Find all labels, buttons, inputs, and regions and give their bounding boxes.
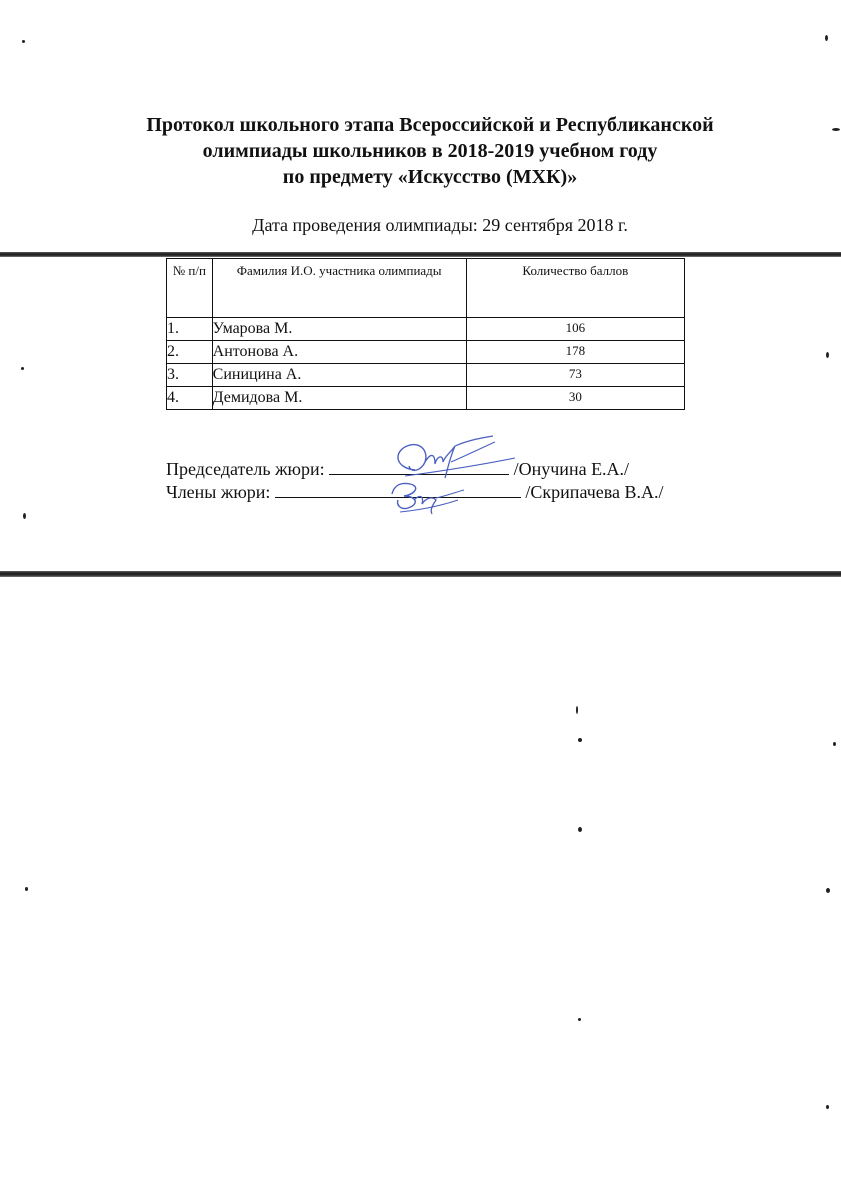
participant-score: 106 [466, 318, 684, 341]
scan-speck [578, 1018, 581, 1021]
row-number: 4. [167, 387, 213, 410]
member-handwritten-signature [380, 476, 490, 516]
row-number: 1. [167, 318, 213, 341]
table-header-row [167, 259, 685, 318]
table-row [167, 387, 685, 410]
title-line-3: по предмету «Искусство (МХК)» [282, 166, 578, 188]
header-number: № п/п [167, 259, 213, 318]
scan-speck [578, 738, 582, 742]
scan-speck [578, 827, 582, 832]
table-row [167, 364, 685, 387]
participant-name: Антонова А. [212, 341, 466, 364]
scan-fold-line-bottom [0, 571, 841, 577]
results-table [166, 258, 685, 410]
scan-speck [23, 513, 26, 519]
row-number: 3. [167, 364, 213, 387]
jury-chair-name: /Онучина Е.А./ [513, 459, 630, 479]
participant-score: 30 [466, 387, 684, 410]
header-participant-name: Фамилия И.О. участника олимпиады [212, 259, 466, 318]
table-row [167, 318, 685, 341]
header-score: Количество баллов [466, 259, 684, 318]
title-line-1: Протокол школьного этапа Всероссийской и Республиканской [146, 114, 714, 136]
scan-speck [21, 367, 24, 370]
title-line-2: олимпиады школьников в 2018-2019 учебном году [202, 140, 658, 162]
table-row [167, 341, 685, 364]
participant-score: 73 [466, 364, 684, 387]
scan-fold-line-top [0, 252, 841, 257]
scan-speck [833, 742, 836, 746]
document-title [90, 112, 770, 190]
scan-speck [22, 40, 25, 43]
olympiad-date: Дата проведения олимпиады: 29 сентября 2018 г. [252, 215, 628, 235]
scan-speck [25, 887, 28, 891]
participant-name: Синицина А. [212, 364, 466, 387]
scan-speck [825, 35, 828, 41]
jury-members-name: /Скрипачева В.А./ [525, 482, 664, 502]
scan-speck [826, 352, 829, 358]
participant-name: Умарова М. [212, 318, 466, 341]
row-number: 2. [167, 341, 213, 364]
scan-speck [826, 1105, 829, 1109]
jury-members-label: Члены жюри: [166, 482, 271, 502]
participant-score: 178 [466, 341, 684, 364]
scan-speck [832, 128, 840, 131]
jury-chair-label: Председатель жюри: [166, 459, 325, 479]
scan-speck [826, 888, 830, 893]
scan-speck [576, 706, 578, 714]
participant-name: Демидова М. [212, 387, 466, 410]
